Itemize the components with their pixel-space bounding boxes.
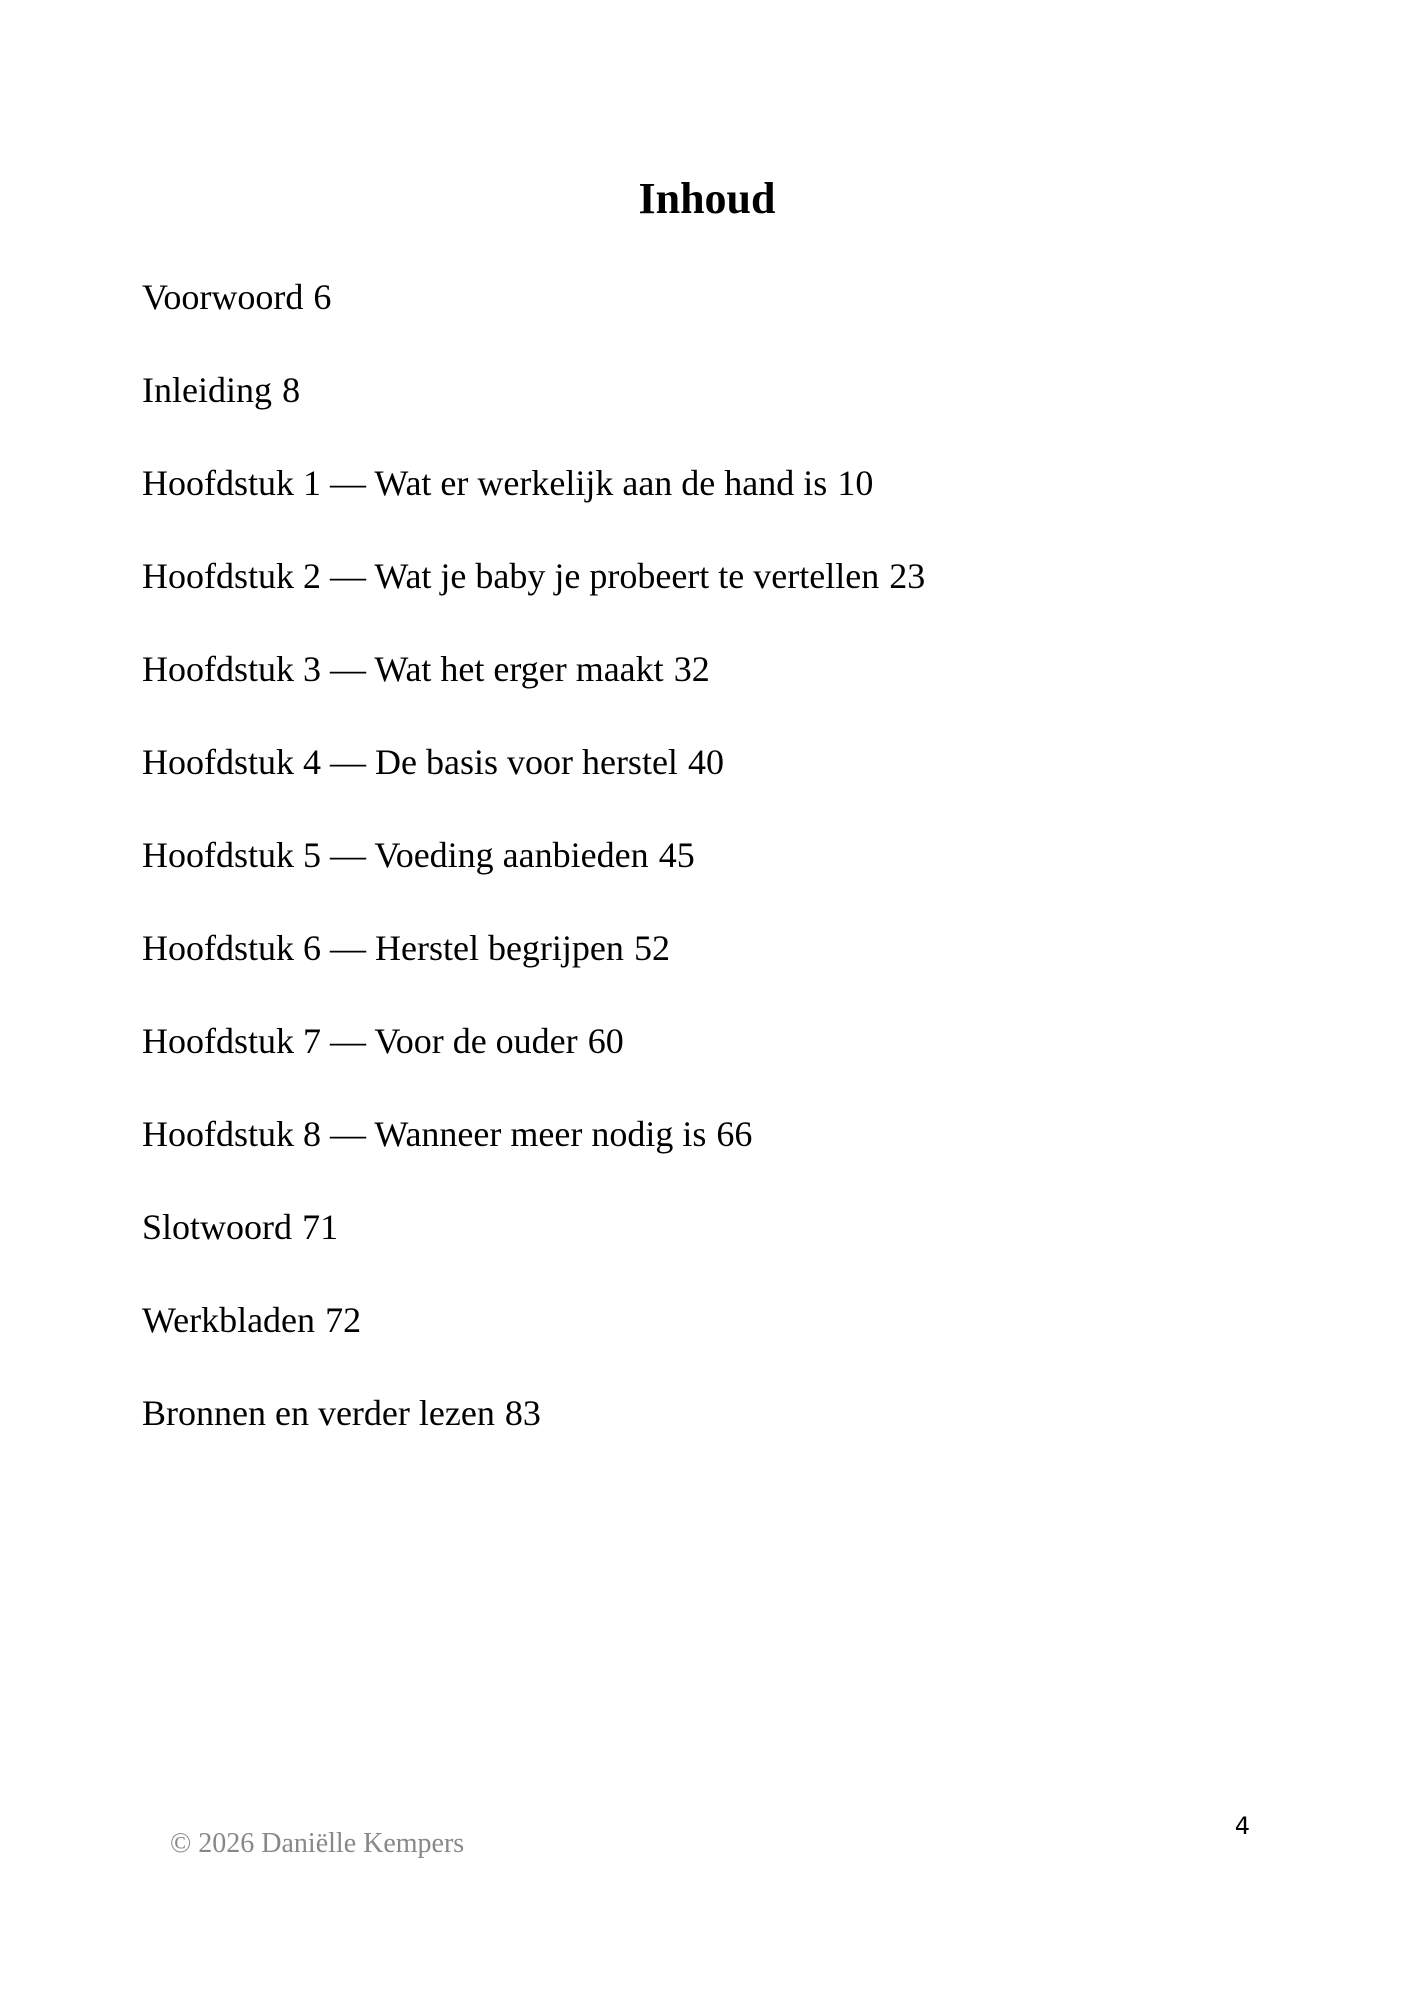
- toc-entry-page: 32: [673, 649, 710, 689]
- toc-entry-page: 52: [633, 928, 670, 968]
- toc-entry-label: Hoofdstuk 6 — Herstel begrijpen: [142, 928, 624, 968]
- toc-entry-label: Hoofdstuk 5 — Voeding aanbieden: [142, 835, 649, 875]
- toc-entry-label: Hoofdstuk 4 — De basis voor herstel: [142, 742, 678, 782]
- toc-entry-label: Inleiding: [142, 370, 272, 410]
- toc-entry-hoofdstuk-7: [142, 1016, 1272, 1066]
- toc-entry-bronnen: [142, 1388, 1272, 1438]
- toc-entry-page: 60: [587, 1021, 624, 1061]
- toc-entry-hoofdstuk-2: [142, 551, 1272, 601]
- toc-entry-label: Hoofdstuk 3 — Wat het erger maakt: [142, 649, 664, 689]
- toc-entry-page: 40: [688, 742, 724, 782]
- table-of-contents: [142, 272, 1272, 1481]
- toc-entry-hoofdstuk-1: [142, 458, 1272, 508]
- toc-entry-hoofdstuk-6: [142, 923, 1272, 973]
- toc-entry-inleiding: [142, 365, 1272, 415]
- toc-entry-hoofdstuk-3: [142, 644, 1272, 694]
- toc-entry-page: 6: [313, 277, 332, 317]
- toc-entry-hoofdstuk-5: [142, 830, 1272, 880]
- toc-entry-werkbladen: [142, 1295, 1272, 1345]
- toc-entry-page: 8: [282, 370, 301, 410]
- toc-entry-label: Hoofdstuk 1 — Wat er werkelijk aan de hand is: [142, 463, 828, 503]
- toc-entry-slotwoord: [142, 1202, 1272, 1252]
- toc-entry-hoofdstuk-8: [142, 1109, 1272, 1159]
- toc-entry-page: 83: [504, 1393, 541, 1433]
- toc-entry-label: Hoofdstuk 7 — Voor de ouder: [142, 1021, 578, 1061]
- toc-entry-label: Bronnen en verder lezen: [142, 1393, 495, 1433]
- toc-entry-label: Werkbladen: [142, 1300, 316, 1340]
- toc-entry-label: Slotwoord: [142, 1207, 293, 1247]
- toc-entry-page: 66: [716, 1114, 753, 1154]
- toc-entry-page: 23: [889, 556, 926, 596]
- toc-entry-label: Hoofdstuk 2 — Wat je baby je probeert te vertellen: [142, 556, 880, 596]
- toc-entry-voorwoord: [142, 272, 1272, 322]
- toc-entry-page: 45: [658, 835, 695, 875]
- toc-entry-label: Voorwoord: [142, 277, 304, 317]
- toc-entry-label: Hoofdstuk 8 — Wanneer meer nodig is: [142, 1114, 707, 1154]
- toc-entry-page: 71: [302, 1207, 339, 1247]
- toc-entry-page: 10: [837, 463, 874, 503]
- page-title: Inhoud: [638, 174, 776, 224]
- footer-copyright: © 2026 Daniëlle Kempers: [170, 1828, 465, 1859]
- toc-entry-page: 72: [325, 1300, 362, 1340]
- page-number: 4: [1234, 1812, 1250, 1840]
- toc-entry-hoofdstuk-4: [142, 737, 1272, 787]
